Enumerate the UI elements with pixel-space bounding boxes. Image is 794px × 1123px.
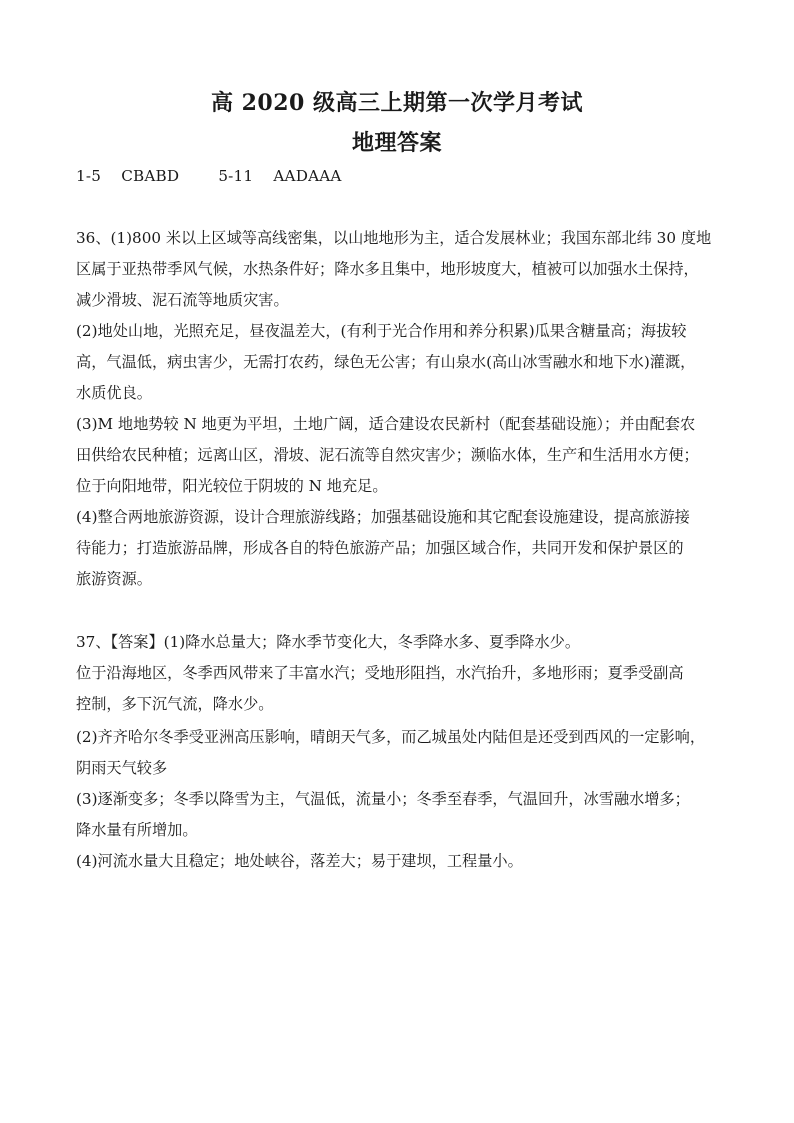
q36-line: 水质优良。 [76, 384, 152, 402]
q36-line: 36、(1)800 米以上区域等高线密集，以山地地形为主，适合发展林业；我国东部北纬 30 度地 [76, 229, 712, 247]
mc-answers-1: CBABD [121, 167, 180, 185]
multiple-choice-answers [76, 166, 726, 186]
q36-line: (4)整合两地旅游资源，设计合理旅游线路；加强基础设施和其它配套设施建设，提高旅游接 [76, 508, 690, 526]
mc-answers-2: AADAAA [273, 167, 342, 185]
q36-line: (2)地处山地，光照充足，昼夜温差大，(有利于光合作用和养分积累)瓜果含糖量高；海拔较 [76, 322, 687, 340]
q37-line: 降水量有所增加。 [76, 821, 198, 839]
q36-line: (3)M 地地势较 N 地更为平坦，土地广阔，适合建设农民新村（配套基础设施）；并由配套农 [76, 415, 696, 433]
q36-line: 待能力；打造旅游品牌，形成各自的特色旅游产品；加强区域合作，共同开发和保护景区的 [76, 539, 684, 557]
q36-line: 减少滑坡、泥石流等地质灾害。 [76, 291, 289, 309]
q36-line: 高，气温低，病虫害少，无需打农药，绿色无公害；有山泉水(高山冰雪融水和地下水)灌溉， [76, 353, 696, 371]
q36-line: 田供给农民种植；远离山区，滑坡、泥石流等自然灾害少；濒临水体，生产和生活用水方便； [76, 446, 699, 464]
answer-subtitle: 地理答案 [351, 130, 442, 156]
q37-line: 阴雨天气较多 [76, 759, 168, 777]
mc-range-2: 5-11 [218, 167, 254, 185]
q37-line: 控制，多下沉气流，降水少。 [76, 695, 274, 713]
q36-line: 区属于亚热带季风气候，水热条件好；降水多且集中，地形坡度大，植被可以加强水土保持， [76, 260, 699, 278]
q36-line: 位于向阳地带，阳光较位于阴坡的 N 地充足。 [76, 477, 388, 495]
mc-range-1: 1-5 [76, 167, 102, 185]
q37-line: 37、【答案】(1)降水总量大；降水季节变化大，冬季降水多、夏季降水少。 [76, 633, 581, 651]
exam-title: 高 2020 级高三上期第一次学月考试 [210, 90, 584, 116]
q36-line: 旅游资源。 [76, 570, 152, 588]
q37-line: (4)河流水量大且稳定；地处峡谷，落差大；易于建坝，工程量小。 [76, 852, 523, 870]
q37-line: (2)齐齐哈尔冬季受亚洲高压影响，晴朗天气多，而乙城虽处内陆但是还受到西风的一定影响， [76, 728, 706, 746]
q37-line: (3)逐渐变多；冬季以降雪为主，气温低，流量小；冬季至春季，气温回升，冰雪融水增多； [76, 790, 690, 808]
q37-line: 位于沿海地区，冬季西风带来了丰富水汽；受地形阻挡，水汽抬升，多地形雨；夏季受副高 [76, 664, 684, 682]
